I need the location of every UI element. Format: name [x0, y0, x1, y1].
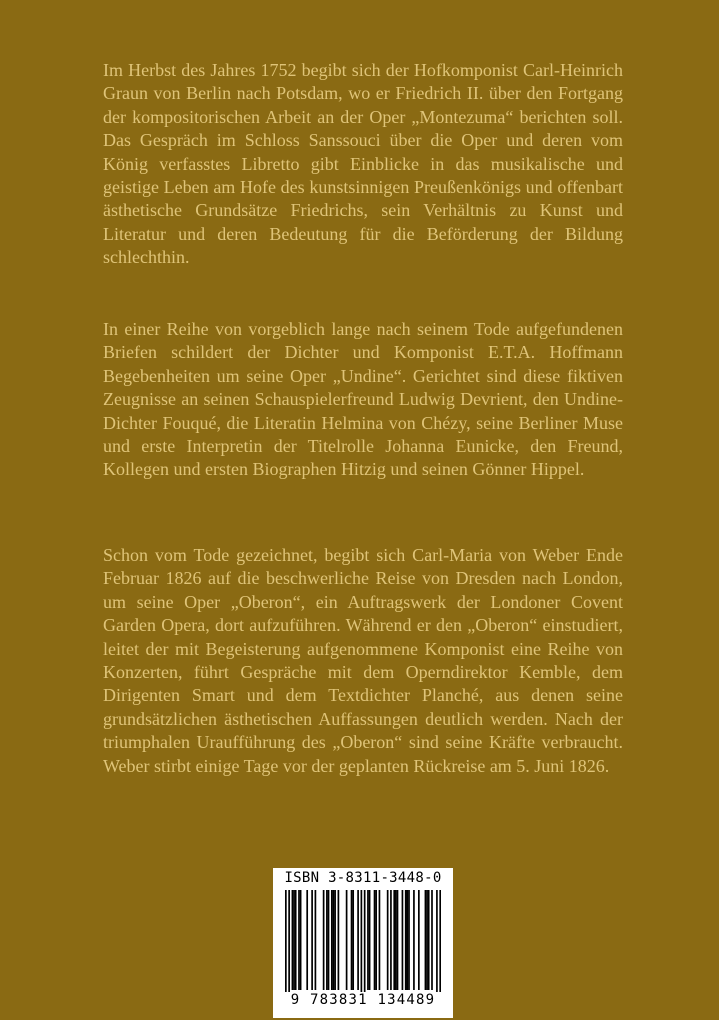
barcode-bar: [402, 890, 404, 990]
barcode-bar: [333, 890, 335, 990]
barcode-bar: [288, 890, 290, 996]
barcode-bar: [418, 890, 420, 990]
barcode-bar: [397, 890, 399, 990]
barcode-bar: [431, 890, 433, 990]
barcode-bar: [387, 890, 389, 990]
barcode-bar: [346, 890, 348, 990]
barcode-bar: [425, 890, 427, 990]
barcode-bar: [357, 890, 359, 990]
barcode-bar: [390, 890, 392, 990]
barcode-bar: [369, 890, 371, 990]
barcode-bar: [426, 890, 428, 990]
barcode-bar: [395, 890, 397, 990]
barcode-bar: [361, 890, 363, 996]
barcode-bar: [428, 890, 430, 990]
barcode-bar: [351, 890, 353, 990]
isbn-barcode: [273, 868, 453, 1018]
barcode-bars: [285, 890, 441, 996]
isbn-label: ISBN 3-8311-3448-0: [284, 870, 442, 886]
barcode-bar: [439, 890, 441, 996]
barcode-bar: [292, 890, 294, 990]
barcode-bar: [413, 890, 415, 990]
barcode-bar: [300, 890, 302, 990]
barcode-bar: [393, 890, 395, 990]
barcode-bar: [374, 890, 376, 990]
barcode-bar: [306, 890, 308, 990]
blurb-paragraph-weber: Schon vom Tode gezeichnet, begibt sich Carl-Maria von Weber Ende Februar 1826 auf die beschwerliche Reise von Dresden nach London, um seine Oper „Oberon“, ein Auftragswerk der Londoner Covent Garden Opera, dort aufzuführen. Während er den „Oberon“ einstudiert, leitet der mit Begeisterung aufgenommene Komponist eine Reihe von Konzerten, führt Gespräche mit dem Operndirektor Kemble, dem Dirigenten Smart und dem Textdichter Planché, aus denen seine grundsätzlichen ästhetischen Auffassungen deutlich werden. Nach der triumphalen Uraufführung des „Oberon“ sind seine Kräfte verbraucht. Weber stirbt einige Tage vor der geplanten Rückreise am 5. Juni 1826.: [103, 545, 623, 776]
barcode-bar: [326, 890, 328, 990]
barcode-bar: [408, 890, 410, 990]
blurb-paragraph-hoffmann: In einer Reihe von vorgeblich lange nach seinem Tode aufgefundenen Briefen schildert der Dichter und Komponist E.T.A. Hoffmann Begebenheiten um seine Oper „Undine“. Gerichtet sind diese fiktiven Zeugnisse an seinen Schauspielerfreund Ludwig Devrient, den Undine-Dichter Fouqué, die Literatin Helmina von Chézy, seine Berliner Muse und erste Interpretin der Titelrolle Johanna Eunicke, den Freund, Kollegen und ersten Biographen Hitzig und seinen Gönner Hippel.: [103, 319, 623, 480]
barcode-bar: [338, 890, 340, 990]
barcode-bar: [295, 890, 297, 990]
barcode-bar: [298, 890, 300, 990]
barcode-bar: [436, 890, 438, 996]
barcode-bar: [315, 890, 317, 990]
barcode-bar: [405, 890, 407, 990]
barcode-bar: [328, 890, 330, 990]
barcode-bar: [352, 890, 354, 990]
barcode-bar: [379, 890, 381, 990]
barcode-bar: [364, 890, 366, 996]
barcode-bar: [323, 890, 325, 990]
barcode-bar: [285, 890, 287, 996]
barcode-bar: [331, 890, 333, 990]
barcode-bar: [407, 890, 409, 990]
barcode-bar: [367, 890, 369, 990]
blurb-paragraph-graun: Im Herbst des Jahres 1752 begibt sich der Hofkomponist Carl-Heinrich Graun von Berlin nach Potsdam, wo er Friedrich II. über den Fortgang der kompositorischen Arbeit an der Oper „Montezuma“ berichten soll. Das Gespräch im Schloss Sanssouci über die Oper und deren vom König verfasstes Libretto gibt Einblicke in das musikalische und geistige Leben am Hofe des kunstsinnigen Preußenkönigs und offenbart ästhetische Grundsätze Friedrichs, sein Verhältnis zu Kunst und Literatur und deren Bedeutung für die Beförderung der Bildung schlechthin.: [103, 60, 623, 268]
barcode-bar: [293, 890, 295, 990]
barcode-bar: [334, 890, 336, 990]
barcode-bar: [311, 890, 313, 990]
ean-digits: 9 783831 134489: [273, 992, 453, 1008]
barcode-bar: [375, 890, 377, 990]
